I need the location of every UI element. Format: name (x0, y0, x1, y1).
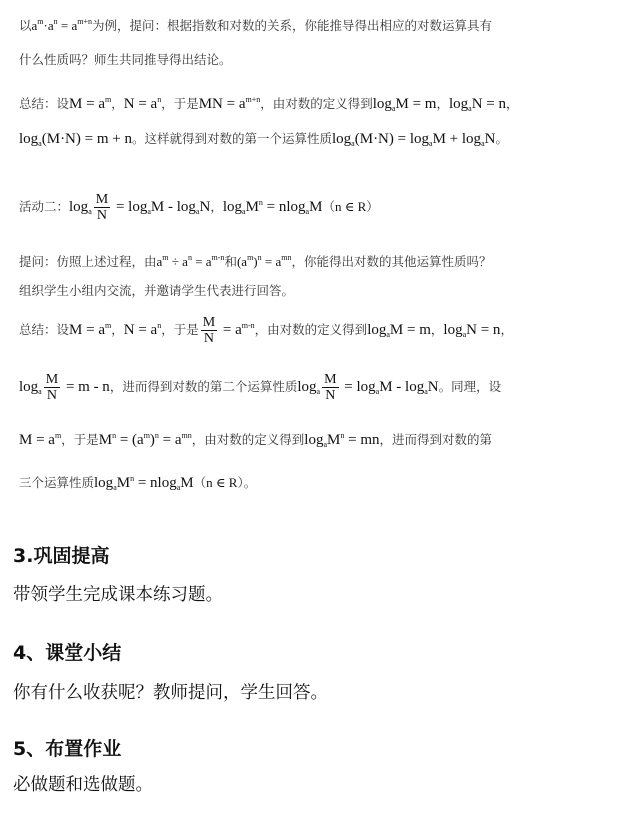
formula-quotient: $\frac{M}{N}$ = $a^{m-n}$ (202, 315, 255, 346)
text: 活动二： (19, 198, 70, 214)
formula-assume-3: $M = a^m$ (19, 431, 62, 448)
paragraph-line-5: 活动二：$\log_a$ $\frac{M}{N}$ = $\log_aM - \log_aN$，$\log_aM^n = nlog_aM(n$ ∈ R） (19, 192, 379, 223)
formula-property-3: $\log_aM^n = nlog_aM$ (94, 474, 194, 492)
paragraph-line-10 (19, 426, 492, 455)
text: 总结：设 (19, 321, 70, 337)
paragraph-line-2: 什么性质吗？师生共同推导得出结论。 (19, 52, 232, 67)
formula-exponent-quotient: $a^m \div a^n = a^{m-n}$ (156, 253, 225, 269)
section-body-3: 带领学生完成课本练习题。 (13, 585, 223, 605)
paragraph-line-6 (19, 248, 492, 272)
formula-power: $M^n = (a^m)^n = a^{mn}$ (98, 431, 192, 448)
text: ，于是 (61, 432, 99, 447)
formula-log-power: $\log_aM^n = nlog_aM$ (222, 197, 323, 216)
formula-assume-2n: $N = a^n$ (123, 320, 162, 338)
formula-log-m-2: $\log_aM = m$ (367, 321, 431, 339)
section-heading-5: 5、布置作业 (13, 738, 122, 760)
formula-log-quotient: $\log_a$ $\frac{M}{N}$ = $\log_aM - \log_aN$ (69, 192, 211, 223)
formula-assume-n: $N = a^n$ (123, 95, 162, 112)
section-heading-4: 4、课堂小结 (13, 642, 122, 664)
paragraph-line-1 (19, 12, 492, 36)
formula-exponent-product: $a^m\cdot a^n = a^{m+n}$ (31, 17, 92, 33)
paragraph-line-8: 总结：设$M = a^m$，$N = a^n$，于是 $\frac{M}{N}$ = $a^{m-n}$，由对数的定义得到$\log_aM = m$，$\log_aN = n$， (19, 315, 513, 346)
text: ，由对数的定义得到 (260, 96, 373, 111)
text: 以 (19, 18, 32, 33)
formula-log-n-2: $\log_aN = n$ (443, 321, 501, 339)
text: ，由对数的定义得到 (254, 321, 368, 337)
section-body-5: 必做题和选做题。 (13, 775, 153, 795)
section-body-4: 你有什么收获呢？教师提问，学生回答。 (13, 683, 328, 703)
formula-log-product: $\log_a(M\cdot N) = m + n$ (19, 131, 132, 148)
text: 。这样就得到对数的第一个运算性质 (131, 131, 332, 146)
paragraph-line-9 (19, 372, 501, 403)
text: 。 (243, 475, 257, 490)
formula-log-power-mn: $\log_aM^n$ = mn (304, 431, 380, 449)
text: ，于是 (161, 96, 199, 111)
text: 为例，提问：根据指数和对数的关系，你能推导得出相应的对数运算具有 (91, 18, 492, 33)
formula-log-n: $\log_aN = n$ (448, 96, 506, 113)
text: ，于是 (161, 321, 199, 337)
text: ，进而得到对数的第二个运算性质 (109, 378, 298, 394)
text: 。同理，设 (438, 378, 502, 394)
text: ，你能得出对数的其他运算性质吗？ (291, 254, 492, 269)
formula-log-quotient-mn: $\log_a$ $\frac{M}{N}$ = m - n (19, 372, 110, 403)
formula-assume: $M = a^m$ (69, 95, 112, 112)
formula-mn: MN = $a^{m+n}$ (198, 95, 261, 112)
formula-domain: n ∈ R (334, 198, 367, 214)
paragraph-line-7: 组织学生小组内交流，并邀请学生代表进行回答。 (19, 283, 295, 298)
formula-property-2: $\log_a$ $\frac{M}{N}$ = $\log_aM - \log_aN$ (297, 372, 439, 403)
text: 和 (224, 254, 237, 269)
section-heading-3: 3.巩固提高 (13, 545, 110, 567)
formula-property-1: $\log_a(M\cdot N) = \log_aM + \log_aN$ (332, 131, 496, 148)
text: 三个运算性质 (19, 475, 95, 490)
formula-log-m: $\log_aM = m$ (372, 96, 437, 113)
paragraph-line-3: 总结：设$M = a^m$，$N = a^n$，于是MN = $a^{m+n}$，由对数的定义得到$\log_aM = m$，$\log_aN = n$， (19, 95, 519, 113)
text: 总结：设 (19, 96, 70, 111)
paragraph-line-11: 三个运算性质$\log_aM^n = nlog_aM(n$ ∈ R）。 (19, 474, 257, 492)
formula-exponent-power: $(a^m)^n = a^{mn}$ (236, 253, 292, 269)
formula-domain-2: n ∈ R (206, 475, 238, 490)
formula-assume-2: $M = a^m$ (69, 320, 112, 338)
text: ，进而得到对数的第 (379, 432, 493, 447)
text: 提问：仿照上述过程，由 (19, 254, 157, 269)
paragraph-line-4: $\log_a(M\cdot N) = m + n$。这样就得到对数的第一个运算性质$\log_a(M\cdot N) = \log_aM + \log_aN$。 (19, 131, 508, 148)
text: ，由对数的定义得到 (191, 432, 305, 447)
